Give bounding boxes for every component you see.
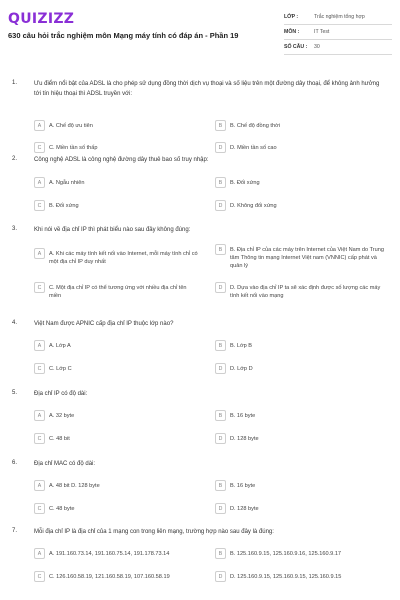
option-c[interactable]	[34, 433, 216, 444]
option-text: B. 125.160.9.15, 125.160.9.16, 125.160.9.17	[230, 550, 342, 557]
question-text: Việt Nam được APNIC cấp địa chỉ IP thuộc lớp nào?	[34, 321, 174, 327]
question-text: Công nghệ ADSL là công nghệ đường dây thuê bao số truy nhập:	[34, 157, 209, 163]
option-b[interactable]	[215, 548, 390, 559]
option-letter-box: A	[34, 248, 45, 259]
option-text: D. Dựa vào địa chỉ IP ta sẽ xác định được số lượng các máy tính kết nối vào mạng	[230, 284, 381, 299]
option-d[interactable]	[215, 200, 390, 211]
option-text: A. 191.160.73.14, 191.160.75.14, 191.178.73.14	[49, 550, 170, 557]
option-letter-box: D	[215, 433, 226, 444]
option-text: A. Lớp A	[49, 342, 71, 349]
option-text: A. 48 bit D. 128 byte	[49, 482, 100, 489]
option-text: C. 48 byte	[49, 505, 75, 512]
option-text: C. Miền tần số thấp	[49, 144, 98, 151]
option-a[interactable]	[34, 410, 216, 421]
option-b[interactable]	[215, 480, 390, 491]
option-b[interactable]	[215, 410, 390, 421]
option-text: B. 16 byte	[230, 482, 256, 489]
option-letter-box: D	[215, 282, 226, 293]
option-text: D. Lớp D	[230, 365, 253, 372]
question-text: Khi nói về địa chỉ IP thì phát biểu nào sau đây không đúng:	[34, 227, 191, 233]
option-text: C. 48 bit	[49, 435, 70, 442]
meta-row-count	[284, 40, 392, 55]
option-letter-box: D	[215, 571, 226, 582]
option-a[interactable]	[34, 480, 216, 491]
meta-table	[284, 10, 392, 55]
option-text: B. Đối xứng	[49, 202, 79, 209]
question-text: Mỗi địa chỉ IP là địa chỉ của 1 mạng con trong liên mạng, trường hợp nào sau đây là đúng:	[34, 529, 274, 535]
option-letter-box: A	[34, 340, 45, 351]
option-letter-box: D	[215, 142, 226, 153]
option-letter-box: C	[34, 363, 45, 374]
option-text: C. Lớp C	[49, 365, 72, 372]
option-letter-box: B	[215, 410, 226, 421]
option-letter-box: A	[34, 480, 45, 491]
option-d[interactable]	[215, 571, 390, 582]
option-a[interactable]	[34, 120, 216, 131]
option-text: C. Một địa chỉ IP có thể tương ứng với nhiều địa chỉ tên miền	[49, 284, 187, 299]
option-a[interactable]	[34, 548, 216, 559]
question-text: Ưu điểm nổi bật của ADSL là cho phép sử dụng đồng thời dịch vụ thoại và số liệu trên một đường dây thoại, để không ảnh hưởng tới tín hiệu thoại thì ADSL truyền với:	[34, 81, 380, 97]
option-a[interactable]	[34, 340, 216, 351]
option-letter-box: A	[34, 177, 45, 188]
option-c[interactable]	[34, 282, 216, 300]
document-header	[0, 0, 400, 62]
meta-label: LỚP :	[284, 14, 299, 20]
option-text: B. Lớp B	[230, 342, 253, 349]
option-text: B. Đối xứng	[230, 179, 260, 186]
meta-label: SỐ CÂU :	[284, 44, 308, 50]
option-letter-box: C	[34, 503, 45, 514]
option-text: A. 32 byte	[49, 412, 75, 419]
option-text: D. 128 byte	[230, 435, 259, 442]
meta-label: MÔN :	[284, 29, 300, 35]
option-letter-box: C	[34, 571, 45, 582]
option-text: D. Miền tần số cao	[230, 144, 277, 151]
option-letter-box: B	[215, 340, 226, 351]
option-c[interactable]	[34, 363, 216, 374]
option-letter-box: D	[215, 363, 226, 374]
option-letter-box: C	[34, 433, 45, 444]
meta-value: IT Test	[314, 29, 330, 35]
option-c[interactable]	[34, 503, 216, 514]
question-number: 4.	[12, 320, 18, 326]
option-d[interactable]	[215, 282, 390, 300]
option-c[interactable]	[34, 571, 216, 582]
question-number: 1.	[12, 80, 18, 86]
option-letter-box: A	[34, 548, 45, 559]
option-letter-box: B	[215, 480, 226, 491]
option-a[interactable]	[34, 248, 216, 266]
option-d[interactable]	[215, 503, 390, 514]
meta-value: 30	[314, 44, 320, 50]
option-letter-box: B	[215, 548, 226, 559]
meta-row-subject	[284, 25, 392, 40]
question-number: 7.	[12, 528, 18, 534]
option-letter-box: C	[34, 142, 45, 153]
option-b[interactable]	[215, 340, 390, 351]
option-a[interactable]	[34, 177, 216, 188]
document-title: 630 câu hỏi trắc nghiệm môn Mạng máy tính có đáp án - Phần 19	[8, 31, 239, 40]
question-text: Địa chỉ MAC có độ dài:	[34, 461, 96, 467]
question-text: Địa chỉ IP có độ dài:	[34, 391, 88, 397]
option-letter-box: B	[215, 120, 226, 131]
quizizz-logo: QUIZIZZ	[8, 11, 75, 27]
option-c[interactable]	[34, 200, 216, 211]
option-letter-box: D	[215, 503, 226, 514]
option-b[interactable]	[215, 177, 390, 188]
question-number: 2.	[12, 156, 18, 162]
option-letter-box: B	[215, 177, 226, 188]
option-letter-box: C	[34, 200, 45, 211]
option-text: D. 125.160.9.15, 125.160.9.15, 125.160.9.15	[230, 573, 342, 580]
option-text: B. Chế độ đồng thời	[230, 122, 281, 129]
option-letter-box: B	[215, 244, 226, 255]
question-number: 3.	[12, 226, 18, 232]
option-letter-box: A	[34, 120, 45, 131]
meta-value: Trắc nghiệm tổng hợp	[314, 14, 365, 20]
option-d[interactable]	[215, 433, 390, 444]
option-letter-box: A	[34, 410, 45, 421]
option-b[interactable]	[215, 244, 390, 270]
option-d[interactable]	[215, 363, 390, 374]
option-text: D. Không đối xứng	[230, 202, 277, 209]
option-b[interactable]	[215, 120, 390, 131]
option-text: B. Địa chỉ IP của các máy trên Internet của Việt Nam do Trung tâm Thông tin mạng Internet Việt nam (VNNIC) cấp phát và quản lý	[230, 246, 385, 269]
option-d[interactable]	[215, 142, 390, 153]
meta-row-class	[284, 10, 392, 25]
option-text: B. 16 byte	[230, 412, 256, 419]
option-text: A. Khi các máy tính kết nối vào Internet, mỗi máy tính chỉ có một địa chỉ IP duy nhất	[49, 250, 198, 265]
option-text: A. Ngẫu nhiên	[49, 179, 85, 186]
option-text: A. Chế độ ưu tiên	[49, 122, 93, 129]
option-letter-box: D	[215, 200, 226, 211]
option-c[interactable]	[34, 142, 216, 153]
option-letter-box: C	[34, 282, 45, 293]
question-number: 6.	[12, 460, 18, 466]
question-number: 5.	[12, 390, 18, 396]
option-text: D. 128 byte	[230, 505, 259, 512]
option-text: C. 126.160.58.19, 121.160.58.19, 107.160.58.19	[49, 573, 170, 580]
